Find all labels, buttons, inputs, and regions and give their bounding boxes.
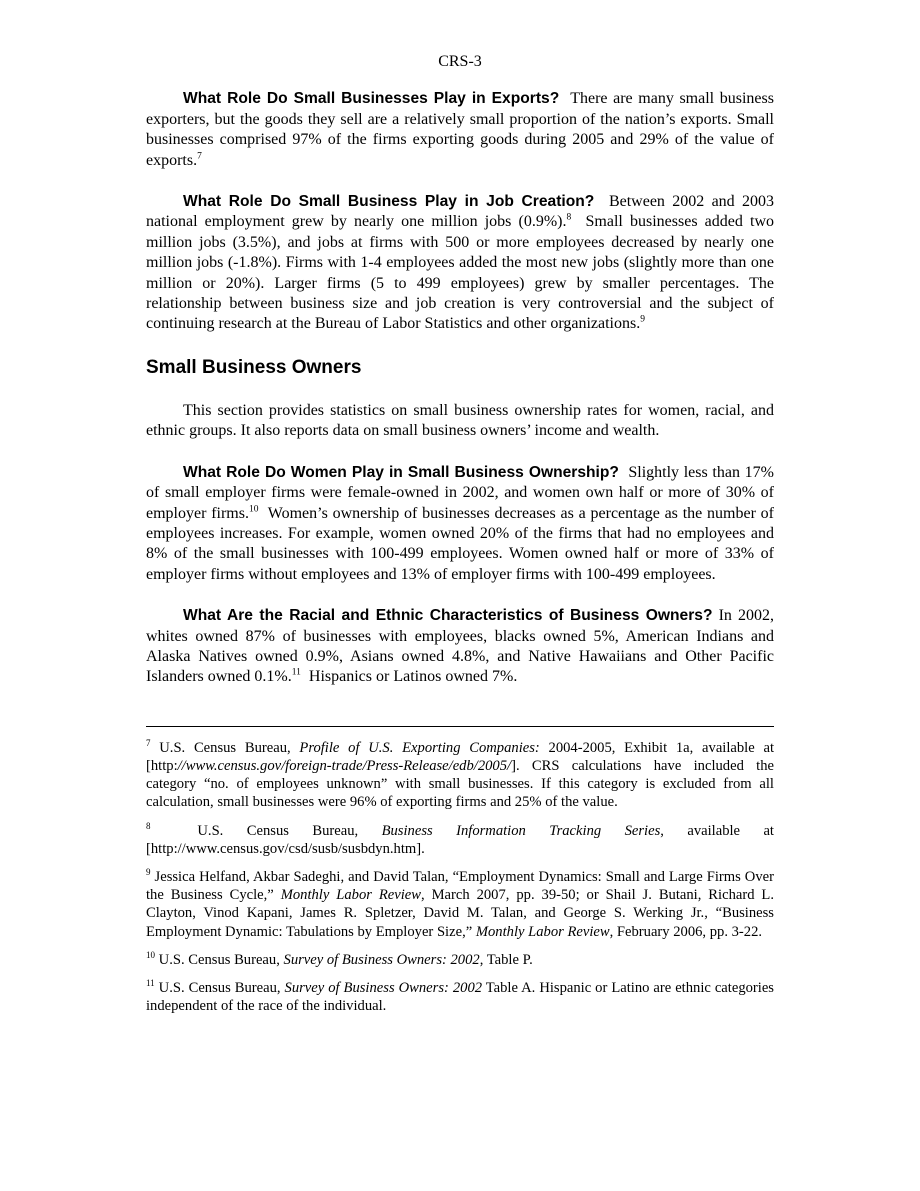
footnote-divider — [146, 726, 774, 727]
footnote-url[interactable]: //www.census.gov/foreign-trade/Press-Release/edb/2005/ — [177, 757, 512, 774]
paragraph-racial — [146, 606, 774, 688]
paragraph-text: Hispanics or Latinos owned 7%. — [308, 668, 518, 686]
footnote-text: U.S. Census Bureau, — [158, 979, 285, 996]
footnote — [146, 951, 774, 969]
footnotes — [146, 739, 774, 1016]
footnote-title: Survey of Business Owners: 2002 — [284, 979, 483, 996]
paragraph-lead: What Role Do Small Business Play in Job Creation? — [183, 193, 595, 211]
footnote-title: Survey of Business Owners: 2002 — [283, 951, 480, 968]
footnote — [146, 979, 774, 1015]
footnote-number: 10 — [146, 949, 155, 960]
footnote-title: Business Information Tracking Series — [381, 822, 661, 839]
paragraph-text: Between 2002 and 2003 national employment grew by nearly one million jobs (0.9%). — [146, 193, 774, 231]
paragraph-lead: What Are the Racial and Ethnic Characteristics of Business Owners? — [183, 607, 713, 625]
footnote-number: 11 — [146, 978, 155, 989]
footnote-title: Profile of U.S. Exporting Companies: — [299, 739, 540, 756]
footnote-number: 7 — [146, 737, 151, 748]
footnote — [146, 868, 774, 941]
page-header: CRS-3 — [438, 53, 482, 70]
paragraph-job-creation — [146, 192, 774, 335]
section-heading: Small Business Owners — [146, 356, 362, 378]
footnote-ref[interactable]: 10 — [248, 504, 259, 515]
footnote — [146, 739, 774, 812]
footnote-number: 8 — [146, 820, 151, 831]
paragraph-exports — [146, 89, 774, 171]
footnote-ref[interactable]: 8 — [566, 213, 572, 224]
paragraph-lead: What Role Do Women Play in Small Business Ownership? — [183, 463, 619, 481]
footnote-text: Table A. Hispanic or Latino are ethnic categories independent of the race of the individual. — [146, 979, 774, 1015]
section-intro: This section provides statistics on small business ownership rates for women, racial, and ethnic groups. It also reports data on small business owners’ income and wealth. — [146, 401, 774, 440]
paragraph-women — [146, 463, 774, 585]
footnote-text: , February 2006, pp. 3-22. — [609, 923, 763, 940]
footnote-title: Monthly Labor Review — [280, 887, 421, 904]
footnote-number: 9 — [146, 867, 151, 878]
paragraph-text: Women’s ownership of businesses decreases as a percentage as the number of employees increases. For example, women owned 20% of the firms that had no employees and 8% of the small businesses with 100-499 employees. Women owned half or more of 33% of employer firms without employees and 13% of employer firms with 100-499 employees. — [146, 504, 775, 583]
footnote-text: U.S. Census Bureau, — [158, 951, 284, 968]
footnote-title: Monthly Labor Review — [475, 923, 610, 940]
paragraph-text: Small businesses added two million jobs (3.5%), and jobs at firms with 500 or more employees decreased by nearly one million jobs (-1.8%). Firms with 1-4 employees added the most new jobs (slightly more than one million or 20%). Larger firms (5 to 499 employees) grew by smaller percentages. The relationship between business size and job creation is very controversial and the subject of continuing research at the Bureau of Labor Statistics and other organizations. — [146, 213, 775, 333]
footnote-text: , March 2007, pp. 39-50; or Shail J. Butani, Richard L. Clayton, Vinod Kapani, James R. Spletzer, David M. Talan, and George S. Werking Jr., “Business Employment Dynamic: Tabulations by Employer Size,” — [146, 887, 774, 940]
footnote-text[interactable]: , available at [http://www.census.gov/csd/susb/susbdyn.htm]. — [146, 822, 774, 857]
footnote-ref[interactable]: 9 — [640, 315, 645, 326]
paragraph-text: In 2002, whites owned 87% of businesses with employees, blacks owned 5%, American Indians and Alaska Natives owned 0.9%, Asians owned 4.8%, and Native Hawaiians and Other Pacific Islanders owned 0.1%. — [146, 607, 775, 686]
document-page — [146, 52, 774, 1025]
footnote-text: U.S. Census Bureau, — [197, 822, 382, 839]
footnote-ref[interactable]: 7 — [197, 151, 202, 162]
footnote — [146, 822, 774, 858]
paragraph-text: There are many small business exporters, but the goods they sell are a relatively small proportion of the nation’s exports. Small businesses comprised 97% of the firms exporting goods during 2005 and 29% of the value of exports. — [146, 90, 774, 169]
paragraph-lead: What Role Do Small Businesses Play in Exports? — [183, 90, 560, 108]
footnote-text: Jessica Helfand, Akbar Sadeghi, and David Talan, “Employment Dynamics: Small and Large Firms Over the Business Cycle,” — [146, 868, 774, 904]
footnote-text: , Table P. — [479, 951, 533, 968]
footnote-ref[interactable]: 11 — [291, 668, 301, 679]
footnote-text: ]. CRS calculations have included the category “no. of employees unknown” with small businesses. If this category is excluded from all calculation, small businesses were 96% of exporting firms and 25% of the value. — [146, 757, 774, 811]
footnote-text: U.S. Census Bureau, — [159, 739, 300, 756]
footnote-text: 2004-2005, Exhibit 1a, available at [http: — [146, 739, 774, 774]
paragraph-text: Slightly less than 17% of small employer firms were female-owned in 2002, and women own half or more of 30% of employer firms. — [146, 463, 774, 522]
